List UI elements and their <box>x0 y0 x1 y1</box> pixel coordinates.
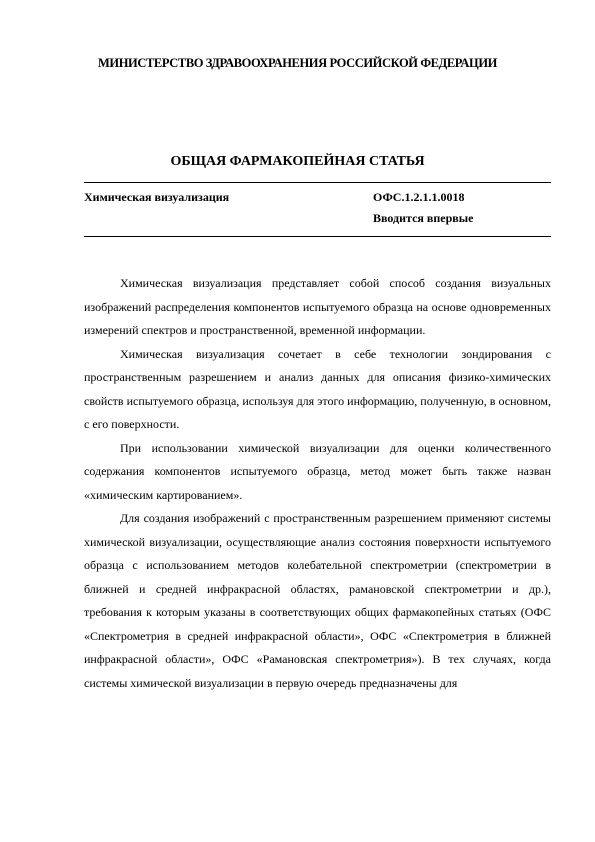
article-status: Вводится впервые <box>373 211 474 225</box>
article-name: Химическая визуализация <box>84 190 230 204</box>
header-divider-bottom <box>84 236 551 237</box>
ministry-heading: МИНИСТЕРСТВО ЗДРАВООХРАНЕНИЯ РОССИЙСКОЙ ФЕДЕРАЦИИ <box>98 56 497 70</box>
body-paragraph: Химическая визуализация представляет собой способ создания визуальных изображений распределения компонентов испытуемого образца на основе одновременных измерений спектров и пространственной, временной информации. <box>84 276 551 337</box>
article-type-heading: ОБЩАЯ ФАРМАКОПЕЙНАЯ СТАТЬЯ <box>170 154 425 169</box>
article-code: ОФС.1.2.1.1.0018 <box>373 190 465 204</box>
body-paragraph: Для создания изображений с пространственным разрешением применяют системы химической визуализации, осуществляющие анализ состояния поверхности испытуемого образца с использованием методов колебательной спектрометрии (спектрометрии в ближней и средней инфракрасной областях, рамановской спектрометрии и др.), требования к которым указаны в соответствующих общих фармакопейных статьях (ОФС «Спектрометрия в средней инфракрасной области», ОФС «Спектрометрия в ближней инфракрасной области», ОФС «Рамановская спектрометрия»). В тех случаях, когда системы химической визуализации в первую очередь предназначены для <box>84 511 551 690</box>
article-body <box>84 272 551 695</box>
header-divider-top <box>84 182 551 183</box>
body-paragraph: При использовании химической визуализации для оценки количественного содержания компонентов испытуемого образца, метод может быть также назван «химическим картированием». <box>84 440 551 502</box>
body-paragraph: Химическая визуализация сочетает в себе технологии зондирования с пространственным разрешением и анализ данных для описания физико-химических свойств испытуемого образца, используя для этого информацию, полученную, в основном, с его поверхности. <box>84 346 551 431</box>
